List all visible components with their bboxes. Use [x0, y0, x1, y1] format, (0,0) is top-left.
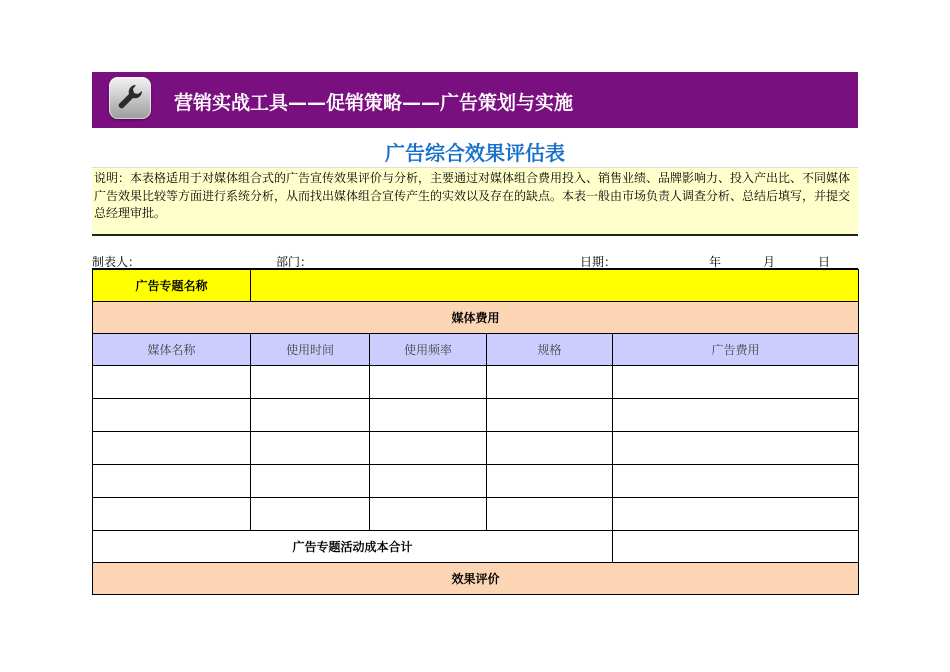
table-cell[interactable]	[613, 399, 859, 432]
table-row	[93, 399, 859, 432]
table-cell[interactable]	[613, 366, 859, 399]
table-cell[interactable]	[613, 498, 859, 531]
table-row	[93, 498, 859, 531]
table-cell[interactable]	[487, 366, 613, 399]
year-label: 年	[709, 255, 722, 269]
month-label: 月	[763, 255, 776, 269]
topic-label: 广告专题名称	[93, 270, 251, 302]
table-cell[interactable]	[487, 465, 613, 498]
table-cell[interactable]	[370, 432, 487, 465]
evaluation-table	[92, 269, 859, 595]
table-cell[interactable]	[370, 465, 487, 498]
banner-title: 营销实战工具——促销策略——广告策划与实施	[174, 92, 574, 114]
form-title: 广告综合效果评估表	[385, 141, 565, 165]
table-cell[interactable]	[613, 432, 859, 465]
wrench-icon	[109, 77, 151, 119]
table-row	[93, 432, 859, 465]
table-cell[interactable]	[613, 465, 859, 498]
column-header-ad-cost: 广告费用	[613, 334, 859, 366]
table-cell[interactable]	[93, 498, 251, 531]
total-row	[93, 531, 859, 563]
table-cell[interactable]	[93, 366, 251, 399]
table-cell[interactable]	[370, 498, 487, 531]
topic-value-cell[interactable]	[251, 270, 859, 302]
media-section-row	[93, 302, 859, 334]
header-banner	[92, 72, 858, 128]
table-cell[interactable]	[370, 366, 487, 399]
table-cell[interactable]	[251, 498, 370, 531]
media-section-header: 媒体费用	[93, 302, 859, 334]
column-header-usage-frequency: 使用频率	[370, 334, 487, 366]
description-box: 说明：本表格适用于对媒体组合式的广告宣传效果评价与分析，主要通过对媒体组合费用投入、销售业绩、品牌影响力、投入产出比、不同媒体广告效果比较等方面进行系统分析，从而找出媒体组合宣传产生的实效以及存在的缺点。本表一般由市场负责人调查分析、总结后填写，并提交总经理审批。	[92, 167, 858, 236]
table-row	[93, 366, 859, 399]
column-header-row	[93, 334, 859, 366]
date-label: 日期：	[580, 255, 617, 269]
table-cell[interactable]	[487, 498, 613, 531]
department-label: 部门：	[276, 255, 313, 269]
day-label: 日	[818, 255, 831, 269]
table-cell[interactable]	[93, 432, 251, 465]
preparer-label: 制表人：	[92, 255, 141, 269]
column-header-media-name: 媒体名称	[93, 334, 251, 366]
evaluation-section-header: 效果评价	[93, 563, 859, 595]
evaluation-section-row	[93, 563, 859, 595]
total-label: 广告专题活动成本合计	[93, 531, 613, 563]
table-cell[interactable]	[487, 432, 613, 465]
table-cell[interactable]	[487, 399, 613, 432]
table-cell[interactable]	[251, 432, 370, 465]
table-cell[interactable]	[93, 465, 251, 498]
table-cell[interactable]	[251, 465, 370, 498]
total-value-cell[interactable]	[613, 531, 859, 563]
column-header-usage-time: 使用时间	[251, 334, 370, 366]
table-cell[interactable]	[251, 399, 370, 432]
table-cell[interactable]	[370, 399, 487, 432]
table-cell[interactable]	[93, 399, 251, 432]
topic-row	[93, 270, 859, 302]
table-cell[interactable]	[251, 366, 370, 399]
table-row	[93, 465, 859, 498]
column-header-spec: 规格	[487, 334, 613, 366]
